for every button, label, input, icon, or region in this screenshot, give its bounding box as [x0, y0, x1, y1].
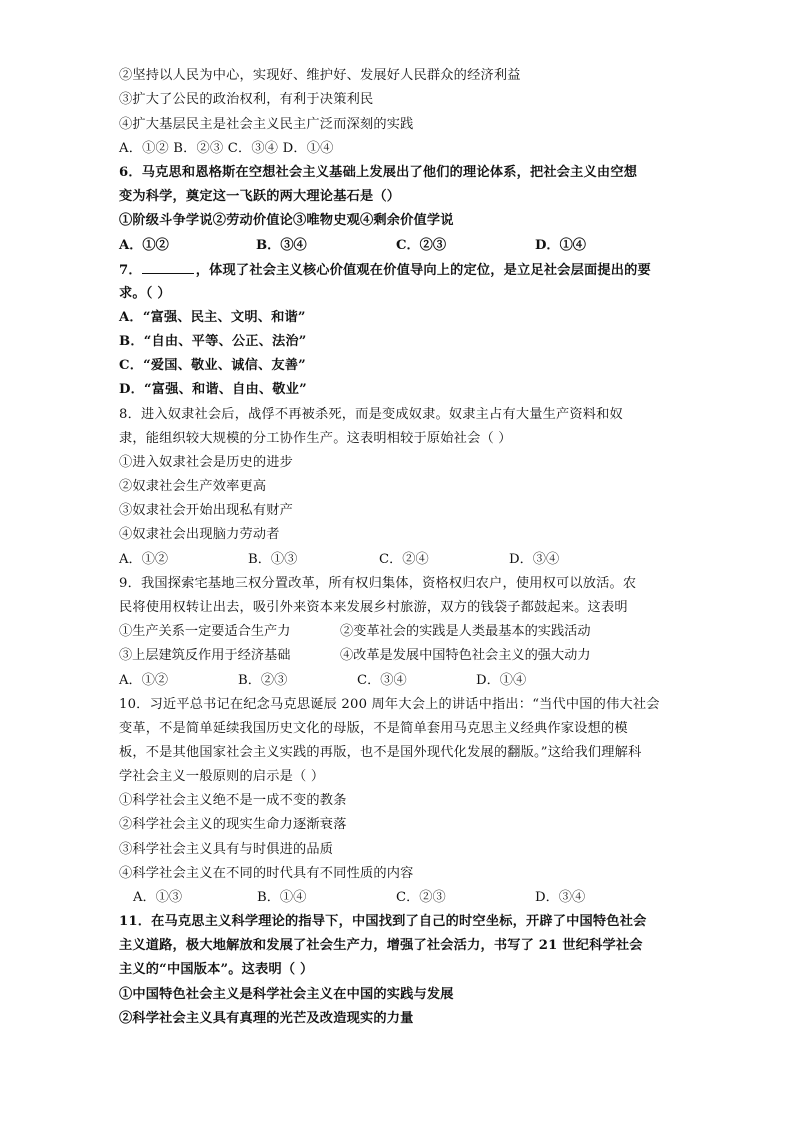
q9-stem-line2: 民将使用权转让出去，吸引外来资本来发展乡村旅游，双方的钱袋子都鼓起来。这表明: [119, 600, 628, 615]
q5-statement-4: ④扩大基层民主是社会主义民主广泛而深刻的实践: [119, 117, 414, 132]
q10-option-c: C．②③: [396, 890, 446, 905]
q9-option-c: C．③④: [357, 673, 407, 688]
q6-stem-line2: 变为科学，奠定这一飞跃的两大理论基石是（）: [119, 189, 401, 204]
q11-stem-line3: 主义的“中国版本”。这表明（ ）: [119, 962, 314, 977]
q5-options: A．①② B．②③ C．③④ D．①④: [119, 141, 334, 156]
q11-statement-1: ①中国特色社会主义是科学社会主义在中国的实践与发展: [119, 987, 454, 1002]
q6-stem-line1: 6．马克思和恩格斯在空想社会主义基础上发展出了他们的理论体系，把社会主义由空想: [119, 165, 638, 180]
q8-statement-1: ①进入奴隶社会是历史的进步: [119, 455, 294, 470]
q9-statement-3: ③上层建筑反作用于经济基础: [119, 648, 291, 663]
q6-statements: ①阶级斗争学说②劳动价值论③唯物史观④剩余价值学说: [119, 213, 454, 228]
q5-statement-2: ②坚持以人民为中心，实现好、维护好、发展好人民群众的经济利益: [119, 68, 521, 83]
q8-stem-line1: 8．进入奴隶社会后，战俘不再被杀死，而是变成奴隶。奴隶主占有大量生产资料和奴: [119, 407, 623, 422]
q10-stem-line4: 学社会主义一般原则的启示是（ ）: [119, 769, 325, 784]
q10-stem-line2: 变革，不是简单延续我国历史文化的母版，不是简单套用马克思主义经典作家设想的模: [119, 721, 628, 736]
q10-statement-4: ④科学社会主义在不同的时代具有不同性质的内容: [119, 866, 414, 881]
q11-stem-line1: 11．在马克思主义科学理论的指导下，中国找到了自己的时空坐标，开辟了中国特色社会: [119, 914, 647, 929]
q6-option-a: A．①②: [119, 238, 169, 253]
q7-stem-line2: 求。（ ）: [119, 286, 171, 301]
q10-statement-1: ①科学社会主义绝不是一成不变的教条: [119, 793, 347, 808]
q8-option-b: B．①③: [248, 552, 298, 567]
q9-statement-4: ④改革是发展中国特色社会主义的强大动力: [340, 648, 591, 663]
q11-statement-2: ②科学社会主义具有真理的光芒及改造现实的力量: [119, 1011, 414, 1026]
q7-option-b: B．“自由、平等、公正、法治”: [119, 334, 307, 349]
q10-stem-line1: 10．习近平总书记在纪念马克思诞辰 200 周年大会上的讲话中指出：“当代中国的伟大社会: [119, 697, 660, 712]
q7-blank: [142, 262, 194, 274]
q9-stem-line1: 9．我国探索宅基地三权分置改革，所有权归集体，资格权归农户，使用权可以放活。农: [119, 576, 637, 591]
q5-statement-3: ③扩大了公民的政治权利，有利于决策利民: [119, 92, 374, 107]
q9-option-a: A．①②: [119, 673, 169, 688]
q8-statement-2: ②奴隶社会生产效率更高: [119, 479, 267, 494]
q8-statement-4: ④奴隶社会出现脑力劳动者: [119, 527, 280, 542]
q9-option-d: D．①④: [476, 673, 527, 688]
q10-option-a: A．①③: [133, 890, 183, 905]
q6-option-c: C．②③: [396, 238, 447, 253]
q8-option-d: D．③④: [509, 552, 560, 567]
q9-statement-1: ①生产关系一定要适合生产力: [119, 624, 291, 639]
q7-option-d: D．“富强、和谐、自由、敬业”: [119, 382, 307, 397]
q7-option-c: C．“爱国、敬业、诚信、友善”: [119, 358, 306, 373]
q10-statement-2: ②科学社会主义的现实生命力逐渐衰落: [119, 817, 347, 832]
q8-stem-line2: 隶，能组织较大规模的分工协作生产。这表明相较于原始社会（ ）: [119, 431, 512, 446]
q8-statement-3: ③奴隶社会开始出现私有财产: [119, 503, 294, 518]
q7-stem-line1: [119, 262, 651, 279]
q10-option-d: D．③④: [535, 890, 586, 905]
q8-option-c: C．②④: [379, 552, 429, 567]
q7-number: 7．: [119, 263, 142, 278]
q7-option-a: A．“富强、民主、文明、和谐”: [119, 310, 306, 325]
q10-stem-line3: 板，不是其他国家社会主义实践的再版，也不是国外现代化发展的翻版。”这给我们理解科: [119, 745, 642, 760]
q10-statement-3: ③科学社会主义具有与时俱进的品质: [119, 842, 334, 857]
q10-option-b: B．①④: [257, 890, 307, 905]
q9-statement-2: ②变革社会的实践是人类最基本的实践活动: [340, 624, 591, 639]
q7-stem-text: ，体现了社会主义核心价值观在价值导向上的定位，是立足社会层面提出的要: [195, 263, 651, 278]
q6-option-d: D．①④: [535, 238, 586, 253]
q8-option-a: A．①②: [119, 552, 169, 567]
q9-option-b: B．②③: [238, 673, 288, 688]
q11-stem-line2: 主义道路，极大地解放和发展了社会生产力，增强了社会活力，书写了 21 世纪科学社会: [119, 938, 643, 953]
q6-option-b: B．③④: [256, 238, 307, 253]
